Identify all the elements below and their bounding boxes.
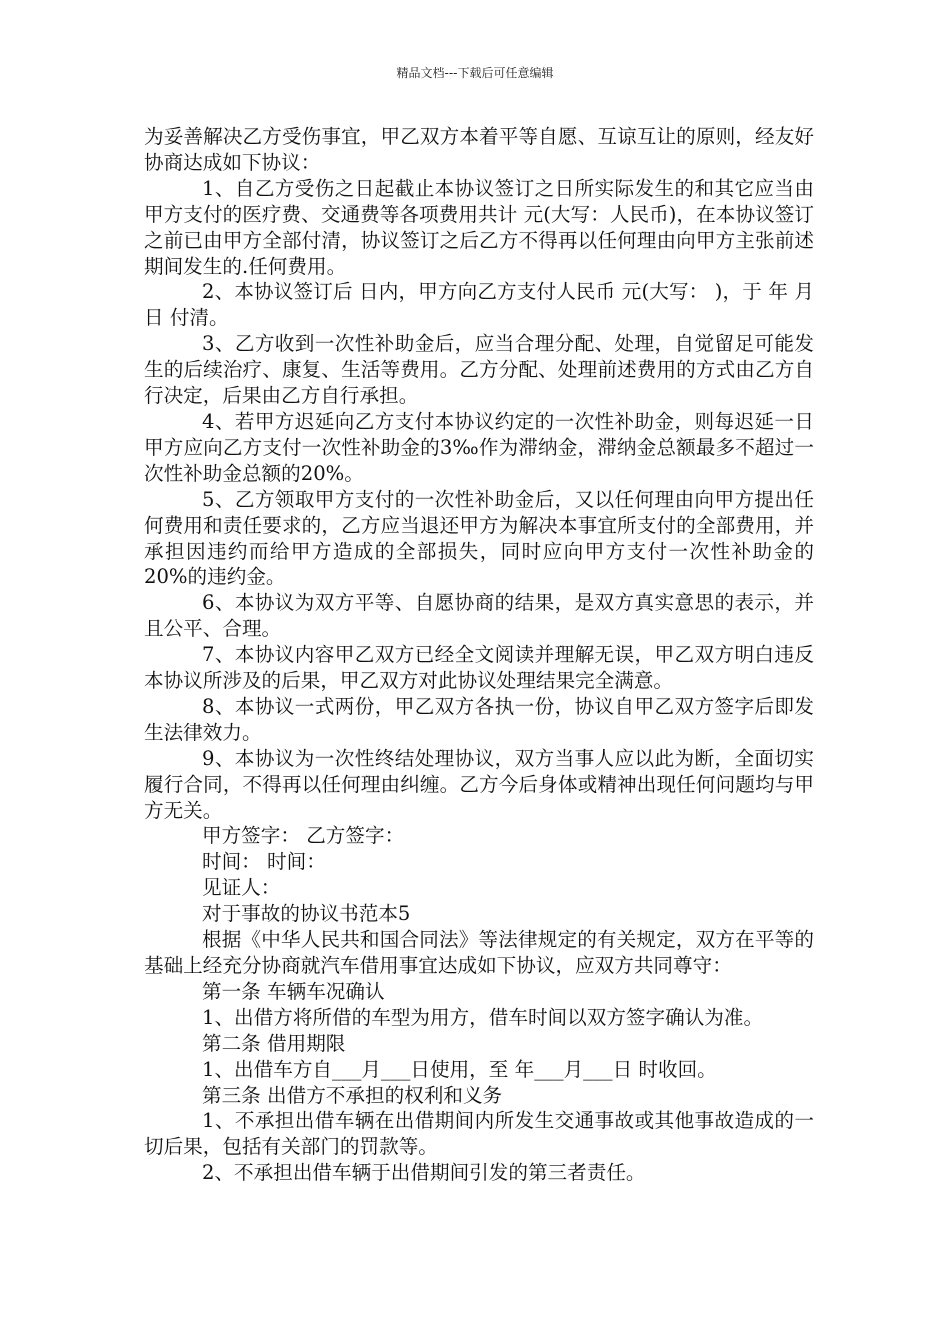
paragraph: 1、出借方将所借的车型为用方，借车时间以双方签字确认为准。 [202, 1005, 764, 1029]
paragraph: 6、本协议为双方平等、自愿协商的结果，是双方真实意思的表示，并且公平、合理。 [144, 591, 814, 641]
article-heading: 第一条 车辆车况确认 [202, 979, 385, 1003]
paragraph: 根据《中华人民共和国合同法》等法律规定的有关规定，双方在平等的基础上经充分协商就汽车借用事宜达成如下协议，应双方共同尊守： [144, 928, 814, 977]
paragraph: 1、不承担出借车辆在出借期间内所发生交通事故或其他事故造成的一切后果，包括有关部门的罚款等。 [144, 1109, 814, 1159]
paragraph: 为妥善解决乙方受伤事宜，甲乙双方本着平等自愿、互谅互让的原则，经友好协商达成如下协议： [144, 125, 814, 174]
signature-line: 甲方签字： 乙方签字： [202, 824, 405, 848]
section-title: 对于事故的协议书范本5 [202, 902, 411, 926]
document-body [144, 124, 814, 1186]
paragraph: 3、乙方收到一次性补助金后，应当合理分配、处理，自觉留足可能发生的后续治疗、康复、生活等费用。乙方分配、处理前述费用的方式由乙方自行决定，后果由乙方自行承担。 [144, 332, 814, 408]
paragraph: 7、本协议内容甲乙双方已经全文阅读并理解无误，甲乙双方明白违反本协议所涉及的后果，甲乙双方对此协议处理结果完全满意。 [144, 643, 814, 693]
article-heading: 第二条 借用期限 [202, 1031, 346, 1055]
paragraph: 1、自乙方受伤之日起截止本协议签订之日所实际发生的和其它应当由甲方支付的医疗费、交通费等各项费用共计 元(大写：人民币)，在本协议签订之前已由甲方全部付清，协议签订之后乙方不得再以任何理由向甲方主张前述期间发生的.任何费用。 [144, 176, 814, 278]
paragraph: 2、本协议签订后 日内，甲方向乙方支付人民币 元(大写： )，于 年 月 日 付清。 [144, 280, 814, 330]
witness-line: 见证人： [202, 876, 281, 900]
paragraph: 1、出借车方自___月___日使用，至 年___月___日 时收回。 [202, 1057, 717, 1081]
paragraph: 4、若甲方迟延向乙方支付本协议约定的一次性补助金，则每迟延一日甲方应向乙方支付一次性补助金的3‰作为滞纳金，滞纳金总额最多不超过一次性补助金总额的20%。 [144, 409, 814, 485]
paragraph: 5、乙方领取甲方支付的一次性补助金后，又以任何理由向甲方提出任何费用和责任要求的，乙方应当退还甲方为解决本事宜所支付的全部费用，并承担因违约而给甲方造成的全部损失，同时应向甲方支付一次性补助金的20%的违约金。 [144, 487, 814, 589]
paragraph: 2、不承担出借车辆于出借期间引发的第三者责任。 [202, 1161, 646, 1185]
article-heading: 第三条 出借方不承担的权利和义务 [202, 1083, 503, 1107]
paragraph: 9、本协议为一次性终结处理协议，双方当事人应以此为断，全面切实履行合同，不得再以任何理由纠缠。乙方今后身体或精神出现任何问题均与甲方无关。 [144, 746, 814, 822]
page-header: 精品文档---下载后可任意编辑 [396, 66, 554, 80]
paragraph: 8、本协议一式两份，甲乙双方各执一份，协议自甲乙双方签字后即发生法律效力。 [144, 694, 814, 744]
date-line: 时间： 时间： [202, 850, 326, 874]
